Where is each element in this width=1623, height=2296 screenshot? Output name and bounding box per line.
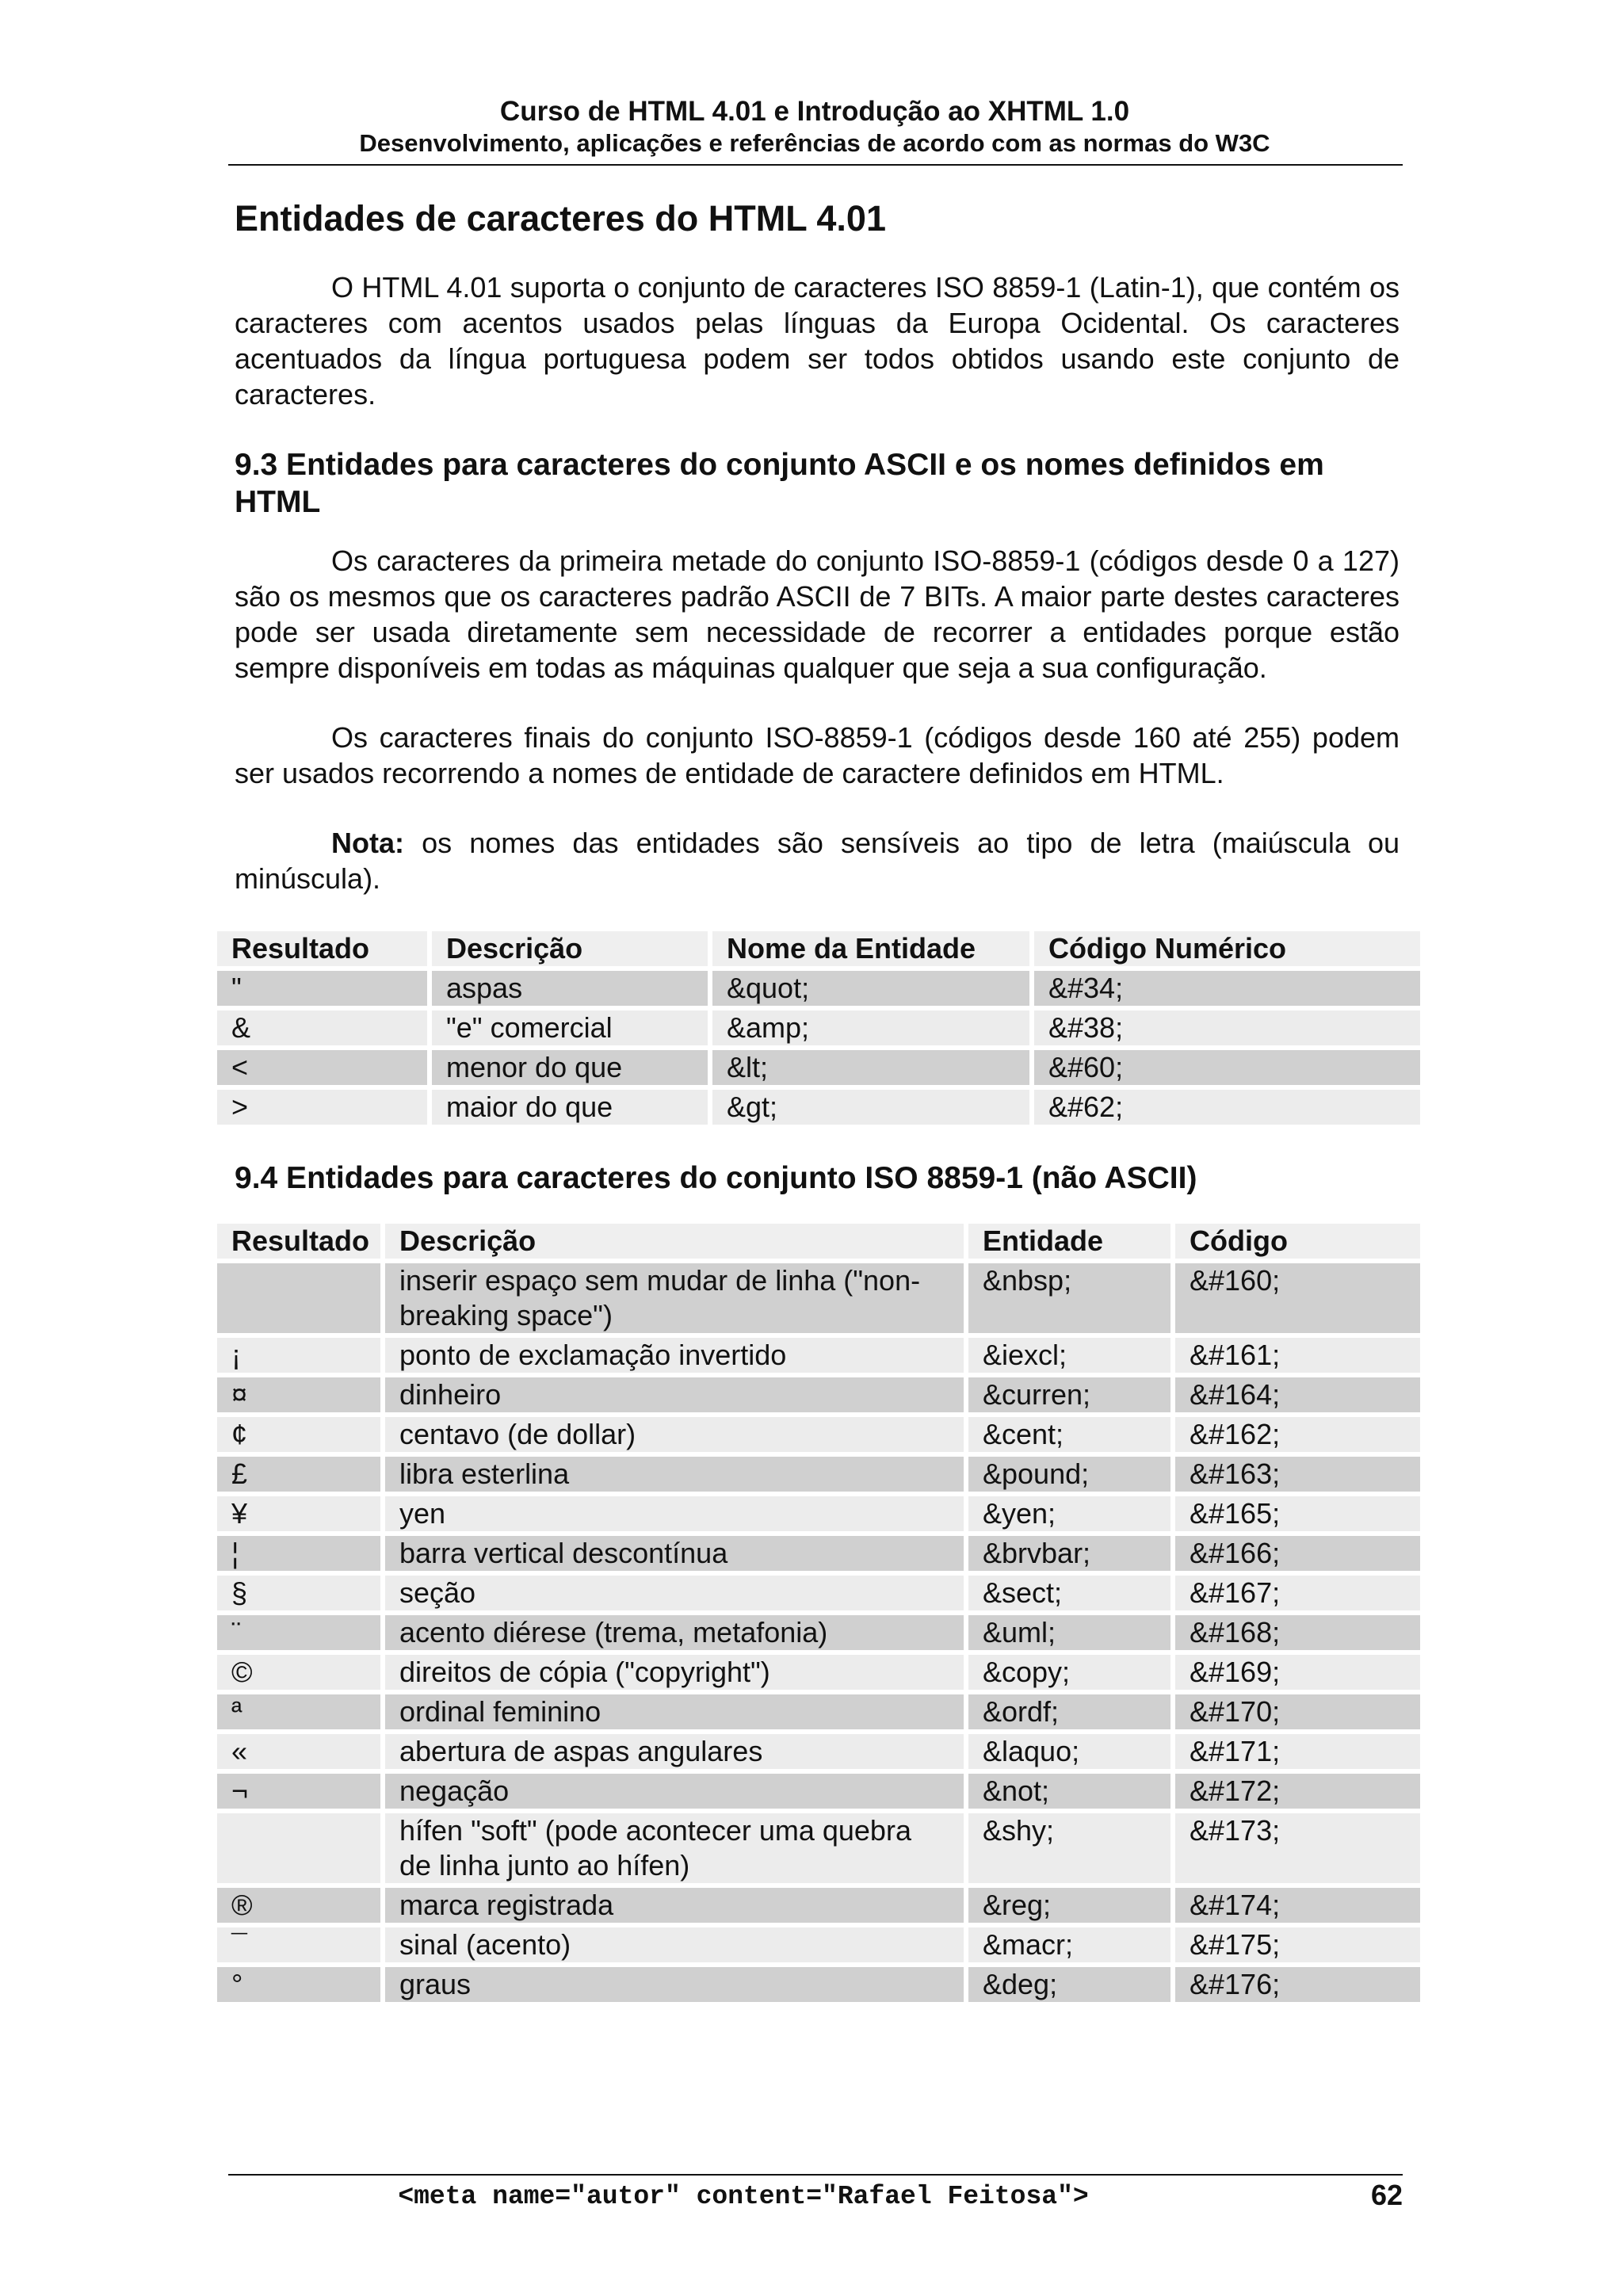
numeric-code-cell: &#173; xyxy=(1175,1813,1420,1883)
result-cell: § xyxy=(217,1576,380,1610)
note-text: os nomes das entidades são sensíveis ao tipo de letra (maiúscula ou minúscula). xyxy=(235,827,1400,895)
column-header: Nome da Entidade xyxy=(712,931,1029,966)
footer-rule xyxy=(228,2174,1403,2176)
result-cell: £ xyxy=(217,1457,380,1492)
entity-name-cell: &laquo; xyxy=(968,1734,1170,1769)
footer-author-meta: <meta name="autor" content="Rafael Feitosa"> xyxy=(398,2182,1089,2211)
numeric-code-cell: &#176; xyxy=(1175,1967,1420,2002)
description-cell: maior do que xyxy=(432,1090,708,1125)
table-row xyxy=(217,1734,1420,1769)
course-subtitle: Desenvolvimento, aplicações e referências de acordo com as normas do W3C xyxy=(359,129,1270,157)
description-cell: marca registrada xyxy=(385,1888,964,1923)
description-cell: graus xyxy=(385,1967,964,2002)
description-cell: hífen "soft" (pode acontecer uma quebra de linha junto ao hífen) xyxy=(385,1813,964,1883)
column-header: Código Numérico xyxy=(1034,931,1420,966)
column-header: Resultado xyxy=(217,931,427,966)
description-cell: seção xyxy=(385,1576,964,1610)
description-cell: menor do que xyxy=(432,1050,708,1085)
numeric-code-cell: &#170; xyxy=(1175,1694,1420,1729)
section-94-heading: 9.4 Entidades para caracteres do conjunto ISO 8859-1 (não ASCII) xyxy=(235,1161,1197,1195)
entity-name-cell: &ordf; xyxy=(968,1694,1170,1729)
description-cell: dinheiro xyxy=(385,1377,964,1412)
table-row xyxy=(217,1888,1420,1923)
table-row xyxy=(217,1496,1420,1531)
table-row xyxy=(217,1417,1420,1452)
result-cell: ª xyxy=(217,1694,380,1729)
entity-name-cell: &gt; xyxy=(712,1090,1029,1125)
table-row xyxy=(217,1615,1420,1650)
table-row xyxy=(217,1813,1420,1883)
table-row xyxy=(217,1377,1420,1412)
entity-name-cell: &copy; xyxy=(968,1655,1170,1690)
table-row xyxy=(217,1536,1420,1571)
course-title: Curso de HTML 4.01 e Introdução ao XHTML 1.0 xyxy=(499,96,1130,127)
numeric-code-cell: &#167; xyxy=(1175,1576,1420,1610)
description-cell: negação xyxy=(385,1774,964,1809)
description-cell: yen xyxy=(385,1496,964,1531)
column-header: Descrição xyxy=(432,931,708,966)
main-heading: Entidades de caracteres do HTML 4.01 xyxy=(235,198,886,239)
description-cell: "e" comercial xyxy=(432,1010,708,1045)
numeric-code-cell: &#62; xyxy=(1034,1090,1420,1125)
numeric-code-cell: &#172; xyxy=(1175,1774,1420,1809)
result-cell: ¦ xyxy=(217,1536,380,1571)
description-cell: abertura de aspas angulares xyxy=(385,1734,964,1769)
entity-name-cell: &iexcl; xyxy=(968,1338,1170,1373)
note-label: Nota: xyxy=(331,827,404,859)
result-cell: & xyxy=(217,1010,427,1045)
entity-name-cell: &macr; xyxy=(968,1927,1170,1962)
result-cell: © xyxy=(217,1655,380,1690)
entity-name-cell: &not; xyxy=(968,1774,1170,1809)
column-header: Resultado xyxy=(217,1224,380,1259)
running-header xyxy=(228,95,1401,159)
result-cell: « xyxy=(217,1734,380,1769)
entity-name-cell: &nbsp; xyxy=(968,1263,1170,1333)
table-row xyxy=(217,1694,1420,1729)
description-cell: aspas xyxy=(432,971,708,1006)
section-93-paragraph-2: Os caracteres finais do conjunto ISO-8859-1 (códigos desde 160 até 255) podem ser usados recorrendo a nomes de entidade de caractere definidos em HTML. xyxy=(235,721,1400,789)
table-row xyxy=(217,1457,1420,1492)
table-row xyxy=(217,1576,1420,1610)
entity-name-cell: &pound; xyxy=(968,1457,1170,1492)
header-rule xyxy=(228,164,1403,166)
section-93-heading: 9.3 Entidades para caracteres do conjunto ASCII e os nomes definidos em HTML xyxy=(235,448,1324,519)
column-header: Descrição xyxy=(385,1224,964,1259)
entity-name-cell: &yen; xyxy=(968,1496,1170,1531)
section-93-paragraph-1: Os caracteres da primeira metade do conjunto ISO-8859-1 (códigos desde 0 a 127) são os mesmos que os caracteres padrão ASCII de 7 BITs. A maior parte destes caracteres pode ser usada diretamente sem necessidade de recorrer a entidades porque estão sempre disponíveis em todas as máquinas qualquer que seja a sua configuração. xyxy=(235,544,1400,684)
table-row xyxy=(217,1338,1420,1373)
numeric-code-cell: &#163; xyxy=(1175,1457,1420,1492)
description-cell: centavo (de dollar) xyxy=(385,1417,964,1452)
entity-name-cell: &brvbar; xyxy=(968,1536,1170,1571)
entity-name-cell: &amp; xyxy=(712,1010,1029,1045)
numeric-code-cell: &#60; xyxy=(1034,1050,1420,1085)
entity-name-cell: &curren; xyxy=(968,1377,1170,1412)
column-header: Código xyxy=(1175,1224,1420,1259)
result-cell xyxy=(217,1263,380,1333)
result-cell: ¢ xyxy=(217,1417,380,1452)
numeric-code-cell: &#38; xyxy=(1034,1010,1420,1045)
column-header: Entidade xyxy=(968,1224,1170,1259)
result-cell: ® xyxy=(217,1888,380,1923)
numeric-code-cell: &#168; xyxy=(1175,1615,1420,1650)
table-row xyxy=(217,1010,1420,1045)
table-row xyxy=(217,1774,1420,1809)
entity-name-cell: &shy; xyxy=(968,1813,1170,1883)
numeric-code-cell: &#34; xyxy=(1034,971,1420,1006)
result-cell: ¨ xyxy=(217,1615,380,1650)
description-cell: ordinal feminino xyxy=(385,1694,964,1729)
numeric-code-cell: &#171; xyxy=(1175,1734,1420,1769)
latin1-entities-table xyxy=(212,1219,1425,2007)
entity-name-cell: &deg; xyxy=(968,1967,1170,2002)
result-cell: ¥ xyxy=(217,1496,380,1531)
result-cell: ¡ xyxy=(217,1338,380,1373)
table-row xyxy=(217,1927,1420,1962)
page-content xyxy=(231,195,1400,2007)
description-cell: ponto de exclamação invertido xyxy=(385,1338,964,1373)
entity-name-cell: &sect; xyxy=(968,1576,1170,1610)
result-cell xyxy=(217,1813,380,1883)
table-row xyxy=(217,1967,1420,2002)
page-number: 62 xyxy=(1370,2179,1403,2211)
table-row xyxy=(217,1050,1420,1085)
description-cell: libra esterlina xyxy=(385,1457,964,1492)
numeric-code-cell: &#165; xyxy=(1175,1496,1420,1531)
result-cell: ¤ xyxy=(217,1377,380,1412)
numeric-code-cell: &#162; xyxy=(1175,1417,1420,1452)
description-cell: acento diérese (trema, metafonia) xyxy=(385,1615,964,1650)
numeric-code-cell: &#160; xyxy=(1175,1263,1420,1333)
result-cell: > xyxy=(217,1090,427,1125)
numeric-code-cell: &#174; xyxy=(1175,1888,1420,1923)
result-cell: " xyxy=(217,971,427,1006)
entity-name-cell: &lt; xyxy=(712,1050,1029,1085)
numeric-code-cell: &#175; xyxy=(1175,1927,1420,1962)
entity-name-cell: &quot; xyxy=(712,971,1029,1006)
description-cell: inserir espaço sem mudar de linha ("non-breaking space") xyxy=(385,1263,964,1333)
result-cell: ¯ xyxy=(217,1927,380,1962)
table-row xyxy=(217,1655,1420,1690)
note-paragraph xyxy=(235,825,1400,896)
entity-name-cell: &uml; xyxy=(968,1615,1170,1650)
result-cell: ° xyxy=(217,1967,380,2002)
numeric-code-cell: &#161; xyxy=(1175,1338,1420,1373)
description-cell: sinal (acento) xyxy=(385,1927,964,1962)
ascii-entities-table xyxy=(212,926,1425,1129)
numeric-code-cell: &#169; xyxy=(1175,1655,1420,1690)
numeric-code-cell: &#166; xyxy=(1175,1536,1420,1571)
result-cell: < xyxy=(217,1050,427,1085)
entity-name-cell: &reg; xyxy=(968,1888,1170,1923)
result-cell: ¬ xyxy=(217,1774,380,1809)
table-row xyxy=(217,1263,1420,1333)
description-cell: barra vertical descontínua xyxy=(385,1536,964,1571)
intro-paragraph: O HTML 4.01 suporta o conjunto de caracteres ISO 8859-1 (Latin-1), que contém os caracteres com acentos usados pelas línguas da Europa Ocidental. Os caracteres acentuados da língua portuguesa podem ser todos obtidos usando este conjunto de caracteres. xyxy=(235,271,1400,411)
numeric-code-cell: &#164; xyxy=(1175,1377,1420,1412)
entity-name-cell: &cent; xyxy=(968,1417,1170,1452)
table-row xyxy=(217,971,1420,1006)
table-row xyxy=(217,1090,1420,1125)
description-cell: direitos de cópia ("copyright") xyxy=(385,1655,964,1690)
